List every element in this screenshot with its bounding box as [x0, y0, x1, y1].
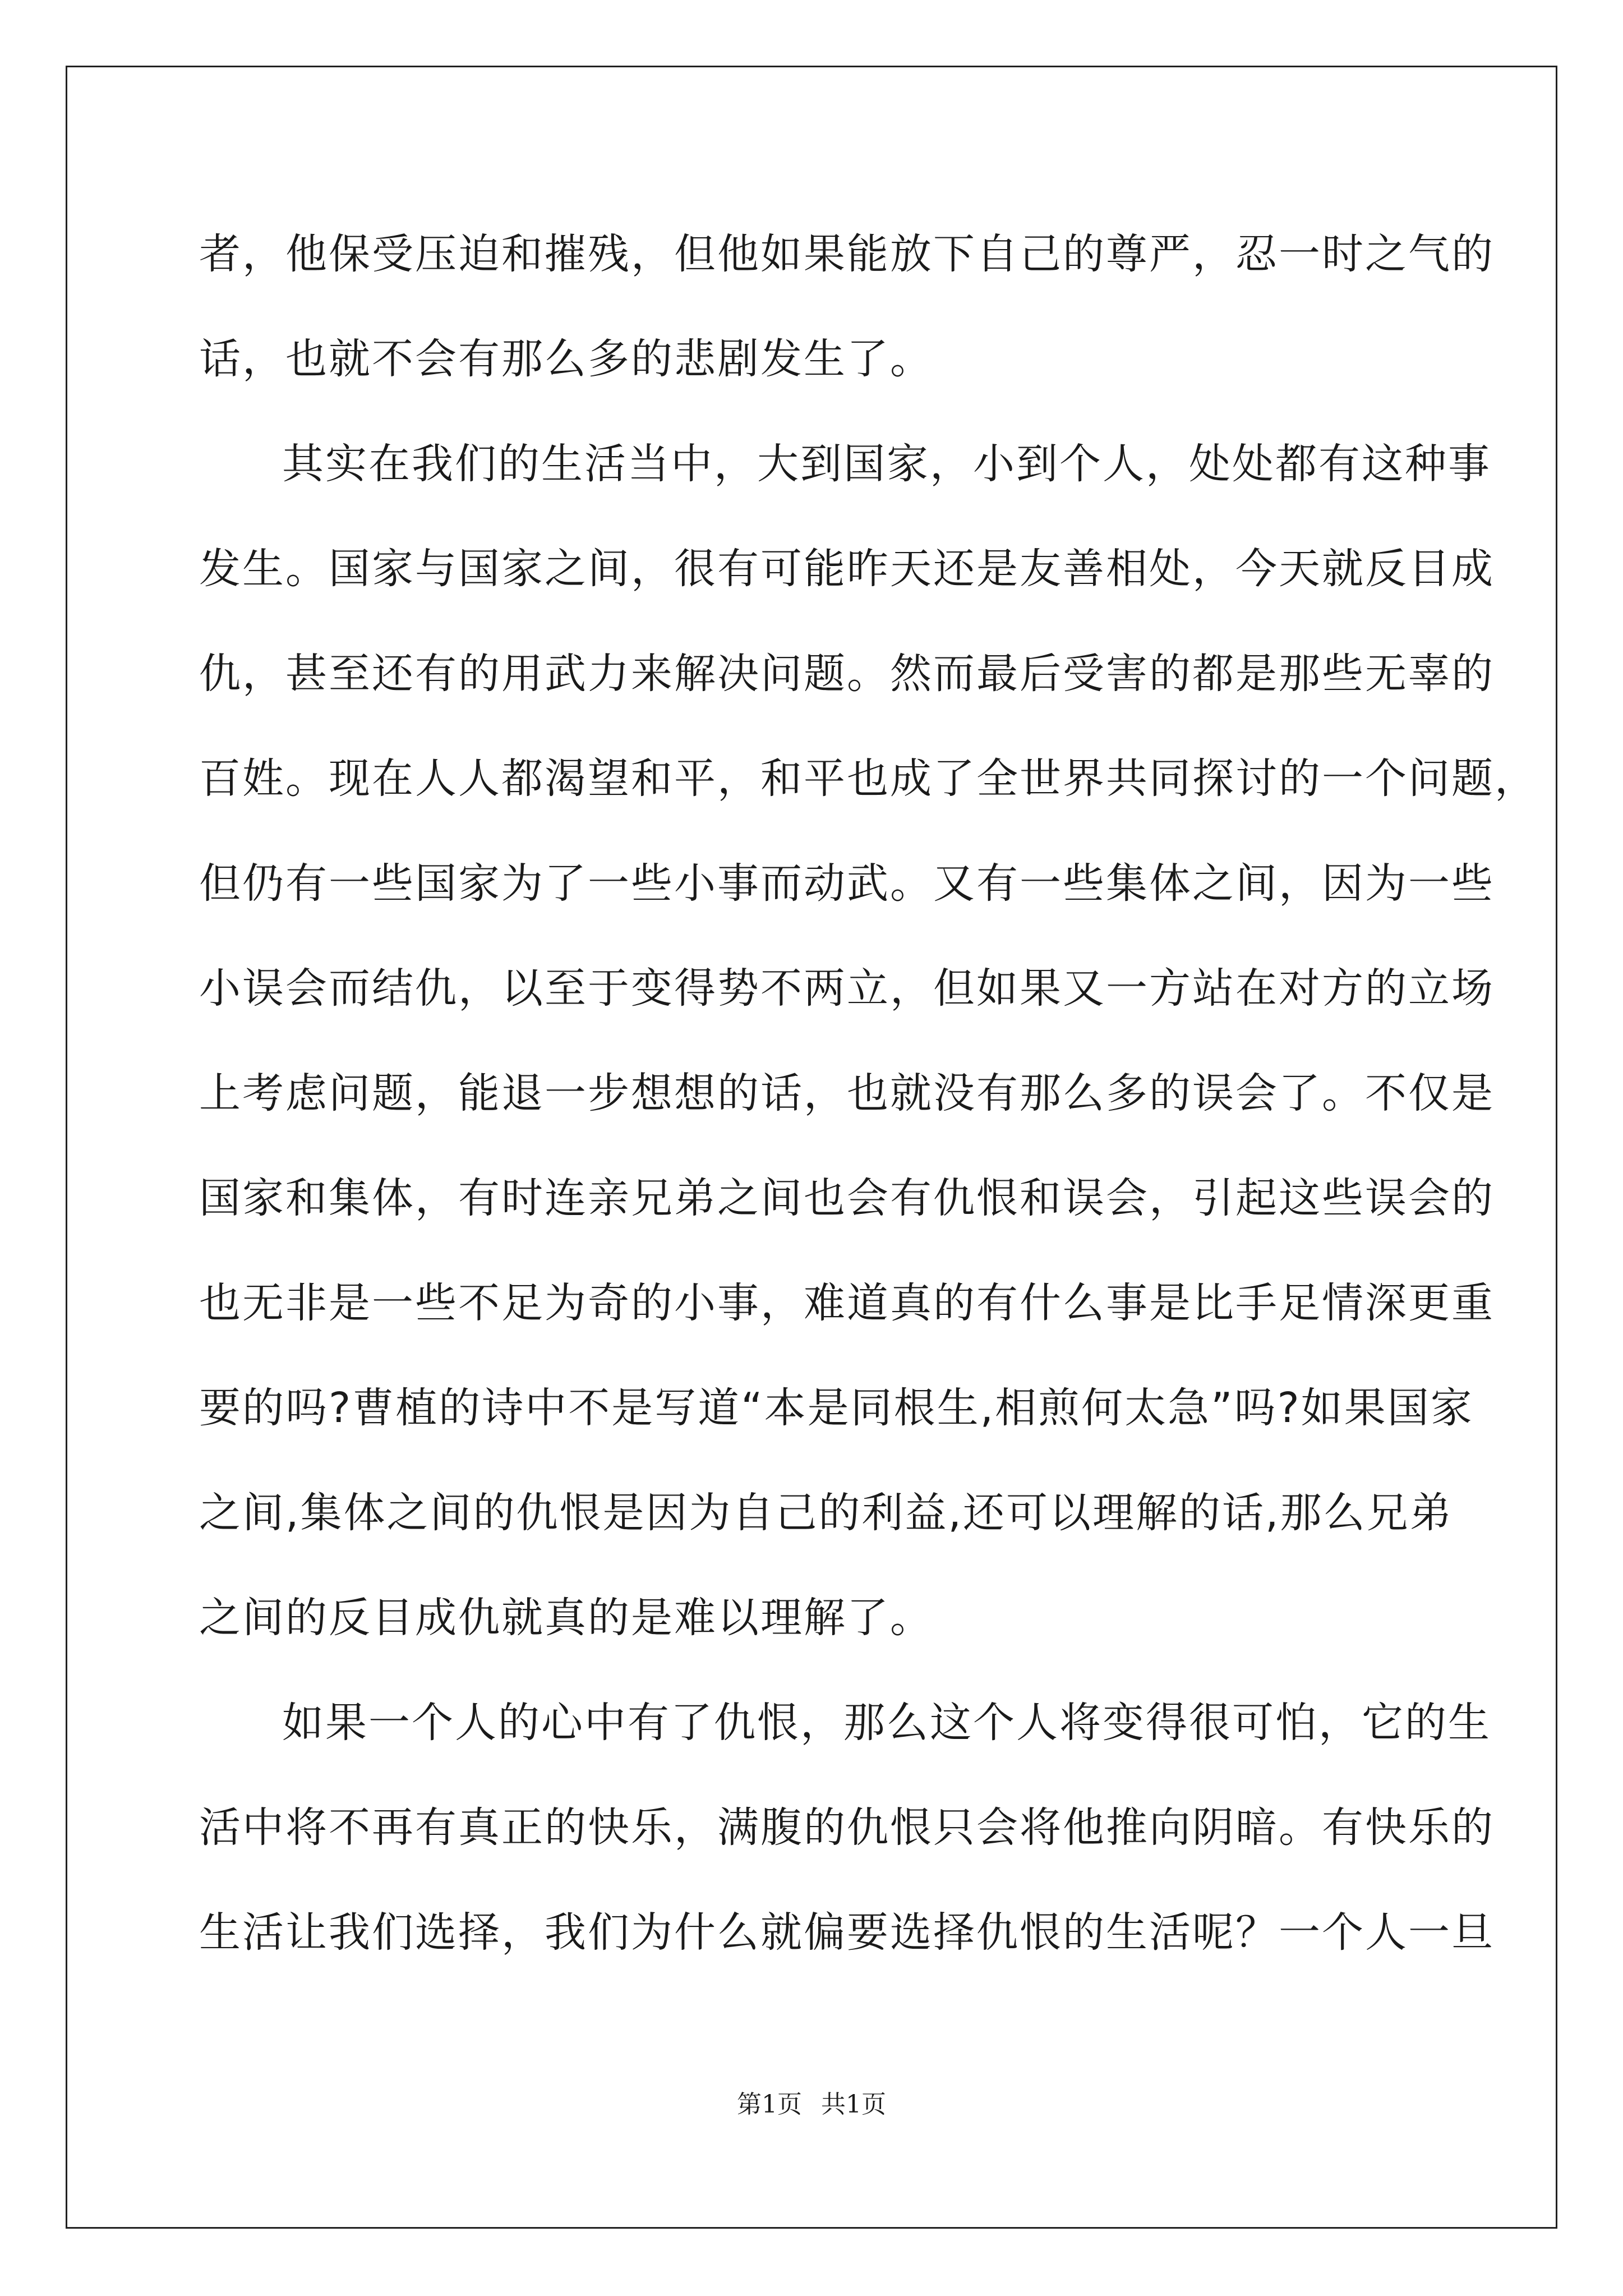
text-line: 之间的反目成仇就真的是难以理解了。: [199, 1594, 933, 1642]
text-line: 但仍有一些国家为了一些小事而动武。又有一些集体之间，因为一些: [199, 859, 1495, 908]
page-number: 第1页: [737, 2090, 802, 2119]
text-line: 者，他保受压迫和摧残，但他如果能放下自己的尊严，忍一时之气的: [199, 230, 1495, 278]
text-line: 之间,集体之间的仇恨是因为自己的利益,还可以理解的话,那么兄弟: [199, 1489, 1453, 1537]
text-line: 活中将不再有真正的快乐，满腹的仇恨只会将他推向阴暗。有快乐的: [199, 1803, 1495, 1852]
text-line: 发生。国家与国家之间，很有可能昨天还是友善相处，今天就反目成: [199, 545, 1495, 593]
text-line: 仇，甚至还有的用武力来解决问题。然而最后受害的都是那些无辜的: [199, 650, 1495, 698]
text-line: 上考虑问题，能退一步想想的话，也就没有那么多的误会了。不仅是: [199, 1069, 1495, 1117]
text-line: 小误会而结仇，以至于变得势不两立，但如果又一方站在对方的立场: [199, 964, 1495, 1013]
text-line: 要的吗?曹植的诗中不是写道“本是同根生,相煎何太急”吗?如果国家: [199, 1384, 1474, 1432]
text-line: 国家和集体，有时连亲兄弟之间也会有仇恨和误会，引起这些误会的: [199, 1174, 1495, 1222]
page-total: 共1页: [821, 2090, 886, 2119]
page-footer: [0, 2084, 1623, 2120]
text-line: 也无非是一些不足为奇的小事，难道真的有什么事是比手足情深更重: [199, 1279, 1495, 1327]
text-line: 其实在我们的生活当中，大到国家，小到个人，处处都有这种事: [282, 440, 1491, 488]
text-line: 话，也就不会有那么多的悲剧发生了。: [199, 335, 933, 383]
text-line: 生活让我们选择，我们为什么就偏要选择仇恨的生活呢？一个人一旦: [199, 1908, 1495, 1957]
text-line: 百姓。现在人人都渴望和平，和平也成了全世界共同探讨的一个问题，: [199, 754, 1538, 803]
document-body: [199, 202, 1538, 1985]
text-line: 如果一个人的心中有了仇恨，那么这个人将变得很可怕，它的生: [282, 1699, 1491, 1747]
